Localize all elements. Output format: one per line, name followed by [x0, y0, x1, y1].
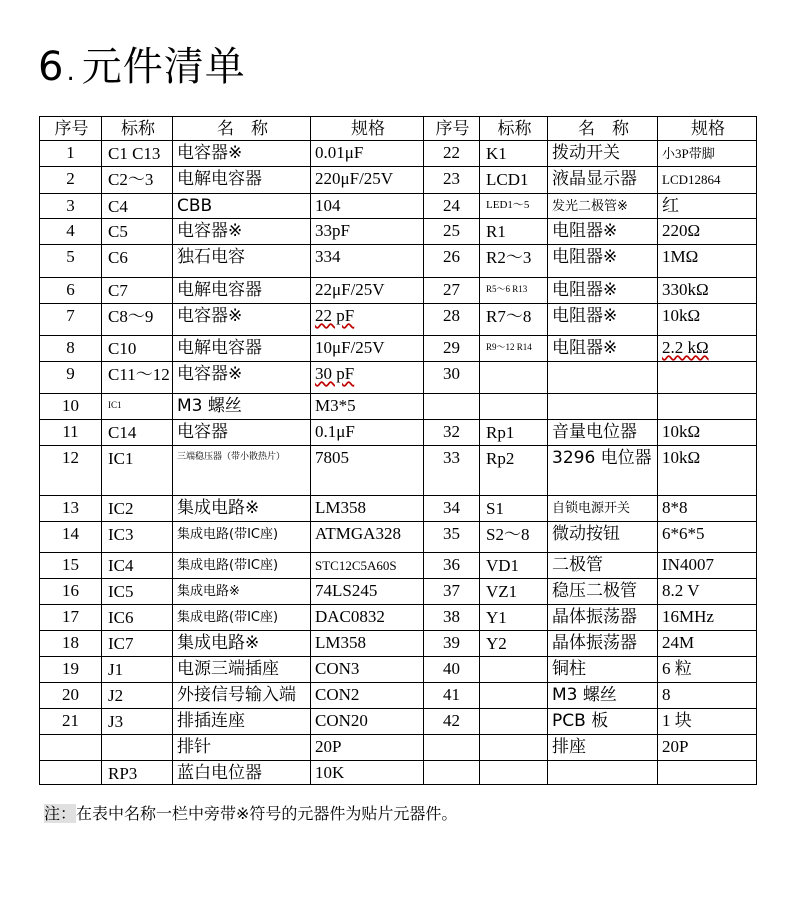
table-row: [40, 336, 757, 362]
table-row: [40, 278, 757, 304]
cell-symbol-left: IC6: [102, 605, 173, 631]
table-row: [40, 420, 757, 446]
cell-symbol-left: RP3: [102, 761, 173, 785]
cell-symbol-right: S2～8: [480, 522, 548, 553]
cell-spec-right: 6*6*5: [658, 522, 757, 553]
cell-name-left: 集成电路※: [173, 496, 311, 522]
cell-index-left: 6: [40, 278, 102, 304]
cell-spec-right: [658, 362, 757, 394]
header-symbol-left: 标称: [102, 117, 173, 141]
cell-name-right: 电阻器※: [548, 336, 658, 362]
header-index-left: 序号: [40, 117, 102, 141]
cell-symbol-left: C2～3: [102, 167, 173, 194]
cell-index-left: 11: [40, 420, 102, 446]
cell-name-left: 电解电容器: [173, 167, 311, 194]
cell-symbol-left: J2: [102, 683, 173, 709]
cell-spec-right: 10kΩ: [658, 446, 757, 496]
cell-spec-left: 10μF/25V: [311, 336, 424, 362]
cell-symbol-left: C14: [102, 420, 173, 446]
cell-text: 22 pF: [315, 306, 355, 325]
table-row: [40, 683, 757, 709]
cell-name-right: 自锁电源开关: [548, 496, 658, 522]
cell-name-left: 集成电路(带IC座): [173, 553, 311, 579]
cell-index-left: 21: [40, 709, 102, 735]
cell-spec-right: [658, 336, 757, 362]
cell-name-left: 蓝白电位器: [173, 761, 311, 785]
cell-name-right: 二极管: [548, 553, 658, 579]
cell-name-left: 排针: [173, 735, 311, 761]
header-name-left: 名 称: [173, 117, 311, 141]
cell-symbol-right: [480, 761, 548, 785]
cell-symbol-left: [102, 735, 173, 761]
cell-name-left: 集成电路※: [173, 631, 311, 657]
cell-symbol-left: C8～9: [102, 304, 173, 336]
cell-name-right: M3 螺丝: [548, 683, 658, 709]
cell-symbol-left: IC4: [102, 553, 173, 579]
cell-spec-left: 20P: [311, 735, 424, 761]
cell-symbol-right: VD1: [480, 553, 548, 579]
cell-index-left: [40, 761, 102, 785]
cell-index-right: 35: [424, 522, 480, 553]
cell-spec-left: M3*5: [311, 394, 424, 420]
cell-index-right: 38: [424, 605, 480, 631]
cell-index-left: 1: [40, 141, 102, 167]
cell-symbol-right: Rp2: [480, 446, 548, 496]
table-header-row: [40, 117, 757, 141]
cell-spec-left: 0.1μF: [311, 420, 424, 446]
title-dot: .: [66, 57, 76, 87]
table-row: [40, 245, 757, 278]
cell-index-left: 14: [40, 522, 102, 553]
cell-name-left: M3 螺丝: [173, 394, 311, 420]
cell-index-left: 19: [40, 657, 102, 683]
cell-index-left: 4: [40, 219, 102, 245]
cell-spec-left: LM358: [311, 631, 424, 657]
cell-spec-left: 220μF/25V: [311, 167, 424, 194]
cell-spec-right: 1 块: [658, 709, 757, 735]
header-spec-left: 规格: [311, 117, 424, 141]
cell-index-right: 27: [424, 278, 480, 304]
cell-name-right: 3296 电位器: [548, 446, 658, 496]
cell-symbol-right: R5～6 R13: [480, 278, 548, 304]
cell-spec-right: 330kΩ: [658, 278, 757, 304]
cell-name-left: 电容器※: [173, 304, 311, 336]
cell-name-left: 电容器: [173, 420, 311, 446]
cell-symbol-left: C4: [102, 194, 173, 219]
cell-spec-left: ATMGA328: [311, 522, 424, 553]
table-row: [40, 553, 757, 579]
cell-symbol-right: R2～3: [480, 245, 548, 278]
cell-name-left: 外接信号输入端: [173, 683, 311, 709]
cell-index-right: 32: [424, 420, 480, 446]
cell-symbol-right: [480, 683, 548, 709]
cell-symbol-left: C1 C13: [102, 141, 173, 167]
cell-index-left: 5: [40, 245, 102, 278]
cell-index-right: 34: [424, 496, 480, 522]
cell-spec-left: CON2: [311, 683, 424, 709]
table-row: [40, 167, 757, 194]
cell-index-right: 37: [424, 579, 480, 605]
cell-spec-right: 10kΩ: [658, 304, 757, 336]
cell-symbol-left: J3: [102, 709, 173, 735]
cell-symbol-left: J1: [102, 657, 173, 683]
cell-index-right: 24: [424, 194, 480, 219]
cell-text: 30 pF: [315, 364, 355, 383]
cell-symbol-left: IC3: [102, 522, 173, 553]
cell-symbol-left: C5: [102, 219, 173, 245]
cell-spec-right: 10kΩ: [658, 420, 757, 446]
header-index-right: 序号: [424, 117, 480, 141]
cell-name-right: 微动按钮: [548, 522, 658, 553]
cell-name-right: 排座: [548, 735, 658, 761]
cell-spec-left: DAC0832: [311, 605, 424, 631]
cell-index-right: 30: [424, 362, 480, 394]
cell-index-right: 29: [424, 336, 480, 362]
cell-spec-right: 8.2 V: [658, 579, 757, 605]
header-spec-right: 规格: [658, 117, 757, 141]
table-row: [40, 141, 757, 167]
cell-name-right: PCB 板: [548, 709, 658, 735]
table-row: [40, 735, 757, 761]
cell-spec-left: 334: [311, 245, 424, 278]
table-row: [40, 394, 757, 420]
cell-index-left: 2: [40, 167, 102, 194]
cell-index-right: 39: [424, 631, 480, 657]
cell-name-right: 音量电位器: [548, 420, 658, 446]
cell-text: 2.2 kΩ: [662, 338, 709, 357]
table-row: [40, 657, 757, 683]
table-row: [40, 219, 757, 245]
cell-symbol-left: IC7: [102, 631, 173, 657]
table-row: [40, 709, 757, 735]
cell-index-right: 36: [424, 553, 480, 579]
cell-name-right: 电阻器※: [548, 278, 658, 304]
cell-spec-right: 红: [658, 194, 757, 219]
cell-name-right: 稳压二极管: [548, 579, 658, 605]
cell-name-left: CBB: [173, 194, 311, 219]
cell-index-right: 26: [424, 245, 480, 278]
cell-spec-right: [658, 761, 757, 785]
cell-symbol-right: Y2: [480, 631, 548, 657]
cell-spec-left: CON20: [311, 709, 424, 735]
cell-spec-left: [311, 362, 424, 394]
cell-index-left: 20: [40, 683, 102, 709]
cell-symbol-right: [480, 709, 548, 735]
cell-index-right: [424, 761, 480, 785]
cell-spec-right: 16MHz: [658, 605, 757, 631]
cell-index-left: 12: [40, 446, 102, 496]
cell-name-left: 集成电路(带IC座): [173, 522, 311, 553]
cell-name-right: 电阻器※: [548, 245, 658, 278]
cell-index-right: 28: [424, 304, 480, 336]
cell-symbol-right: LED1～5: [480, 194, 548, 219]
cell-symbol-left: IC5: [102, 579, 173, 605]
cell-symbol-right: K1: [480, 141, 548, 167]
cell-index-left: 10: [40, 394, 102, 420]
cell-index-right: 25: [424, 219, 480, 245]
cell-symbol-left: IC2: [102, 496, 173, 522]
cell-spec-left: 33pF: [311, 219, 424, 245]
cell-symbol-left: C6: [102, 245, 173, 278]
cell-spec-right: 8*8: [658, 496, 757, 522]
header-symbol-right: 标称: [480, 117, 548, 141]
cell-index-left: 15: [40, 553, 102, 579]
cell-name-right: [548, 362, 658, 394]
cell-symbol-left: IC1: [102, 394, 173, 420]
cell-name-left: 三端稳压器（带小散热片）: [173, 446, 311, 496]
cell-name-right: 铜柱: [548, 657, 658, 683]
cell-spec-right: 24M: [658, 631, 757, 657]
cell-spec-right: 8: [658, 683, 757, 709]
cell-spec-left: 10K: [311, 761, 424, 785]
header-name-right: 名 称: [548, 117, 658, 141]
cell-spec-left: LM358: [311, 496, 424, 522]
cell-spec-left: 22μF/25V: [311, 278, 424, 304]
cell-index-right: [424, 394, 480, 420]
cell-spec-right: 6 粒: [658, 657, 757, 683]
cell-index-left: 8: [40, 336, 102, 362]
cell-index-right: 23: [424, 167, 480, 194]
cell-symbol-left: C11～12: [102, 362, 173, 394]
table-row: [40, 304, 757, 336]
cell-symbol-left: C7: [102, 278, 173, 304]
cell-symbol-right: [480, 735, 548, 761]
cell-name-left: 电解电容器: [173, 336, 311, 362]
cell-name-left: 集成电路(带IC座): [173, 605, 311, 631]
cell-index-right: 22: [424, 141, 480, 167]
cell-name-left: 电容器※: [173, 362, 311, 394]
cell-name-left: 电解电容器: [173, 278, 311, 304]
cell-spec-left: 0.01μF: [311, 141, 424, 167]
title-text: 元件清单: [81, 44, 246, 90]
cell-spec-left: 7805: [311, 446, 424, 496]
cell-name-right: 晶体振荡器: [548, 605, 658, 631]
cell-name-left: 排插连座: [173, 709, 311, 735]
cell-index-right: 33: [424, 446, 480, 496]
cell-symbol-right: [480, 657, 548, 683]
cell-symbol-right: LCD1: [480, 167, 548, 194]
cell-symbol-right: R7～8: [480, 304, 548, 336]
cell-name-right: 发光二极管※: [548, 194, 658, 219]
cell-symbol-right: Rp1: [480, 420, 548, 446]
table-row: [40, 631, 757, 657]
component-list-table: [39, 116, 757, 785]
cell-symbol-right: [480, 394, 548, 420]
cell-name-right: [548, 394, 658, 420]
cell-index-right: 41: [424, 683, 480, 709]
table-row: [40, 446, 757, 496]
cell-symbol-right: [480, 362, 548, 394]
cell-spec-left: STC12C5A60S: [311, 553, 424, 579]
cell-name-left: 独石电容: [173, 245, 311, 278]
cell-spec-right: IN4007: [658, 553, 757, 579]
cell-symbol-right: R9～12 R14: [480, 336, 548, 362]
footnote: [44, 803, 457, 825]
cell-spec-left: 104: [311, 194, 424, 219]
cell-index-right: [424, 735, 480, 761]
table-row: [40, 194, 757, 219]
cell-spec-left: [311, 304, 424, 336]
cell-spec-right: [658, 394, 757, 420]
cell-spec-right: 20P: [658, 735, 757, 761]
cell-index-right: 42: [424, 709, 480, 735]
cell-symbol-right: VZ1: [480, 579, 548, 605]
cell-symbol-left: IC1: [102, 446, 173, 496]
cell-index-right: 40: [424, 657, 480, 683]
cell-spec-right: LCD12864: [658, 167, 757, 194]
cell-name-left: 集成电路※: [173, 579, 311, 605]
cell-spec-left: 74LS245: [311, 579, 424, 605]
table-row: [40, 362, 757, 394]
page-title: [38, 40, 246, 99]
cell-name-left: 电容器※: [173, 219, 311, 245]
cell-name-left: 电容器※: [173, 141, 311, 167]
footnote-label: 注：: [44, 804, 77, 823]
cell-index-left: 13: [40, 496, 102, 522]
table-row: [40, 579, 757, 605]
cell-index-left: 17: [40, 605, 102, 631]
cell-symbol-right: R1: [480, 219, 548, 245]
cell-name-right: 晶体振荡器: [548, 631, 658, 657]
cell-symbol-right: S1: [480, 496, 548, 522]
table-body: [40, 141, 757, 785]
title-number: 6: [38, 44, 65, 90]
cell-name-right: 电阻器※: [548, 304, 658, 336]
table-row: [40, 605, 757, 631]
cell-index-left: 3: [40, 194, 102, 219]
cell-spec-left: CON3: [311, 657, 424, 683]
cell-index-left: [40, 735, 102, 761]
cell-symbol-right: Y1: [480, 605, 548, 631]
cell-name-left: 电源三端插座: [173, 657, 311, 683]
cell-index-left: 9: [40, 362, 102, 394]
cell-spec-right: 小3P带脚: [658, 141, 757, 167]
table-row: [40, 522, 757, 553]
footnote-text: 在表中名称一栏中旁带※符号的元器件为贴片元器件。: [76, 804, 458, 823]
cell-symbol-left: C10: [102, 336, 173, 362]
cell-index-left: 16: [40, 579, 102, 605]
cell-spec-right: 220Ω: [658, 219, 757, 245]
cell-index-left: 7: [40, 304, 102, 336]
cell-spec-right: 1MΩ: [658, 245, 757, 278]
cell-index-left: 18: [40, 631, 102, 657]
table-row: [40, 496, 757, 522]
cell-name-right: 电阻器※: [548, 219, 658, 245]
table-row: [40, 761, 757, 785]
cell-name-right: 液晶显示器: [548, 167, 658, 194]
cell-name-right: 拨动开关: [548, 141, 658, 167]
cell-name-right: [548, 761, 658, 785]
